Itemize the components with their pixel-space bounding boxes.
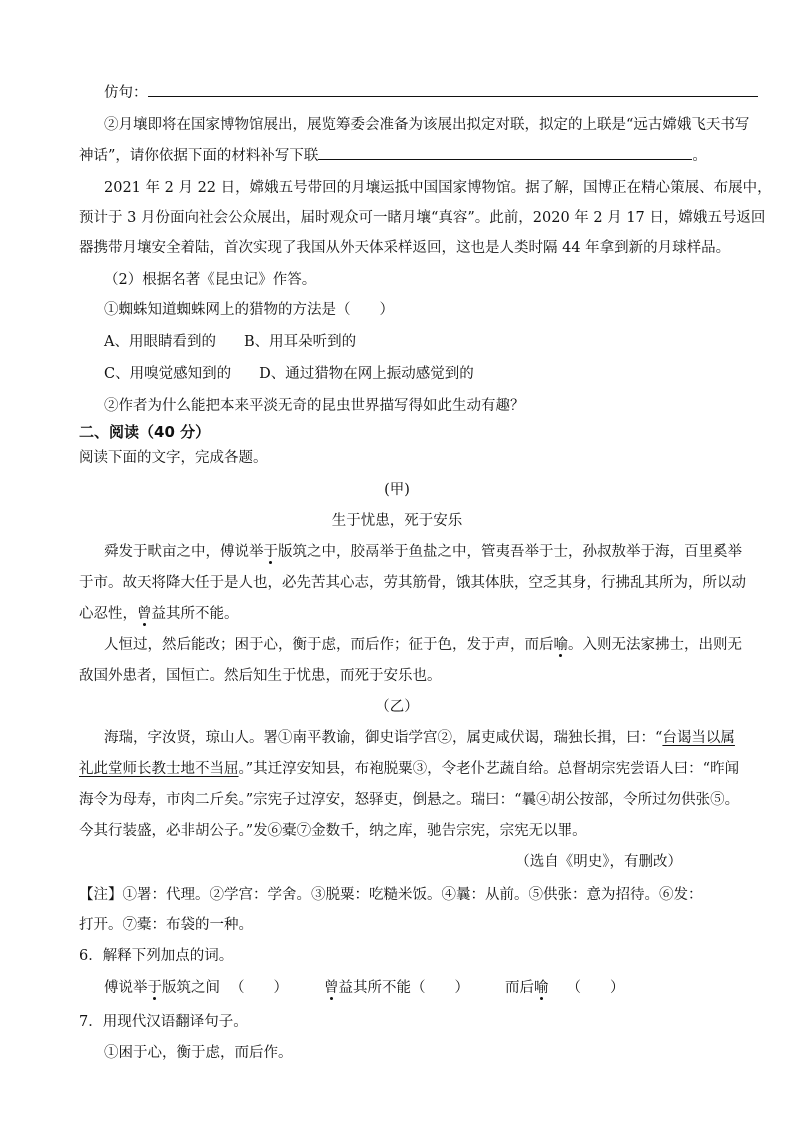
passage-yi-label: （乙）: [375, 699, 419, 715]
passage-jia-label: (甲): [384, 482, 410, 498]
yi-line4: 今其行装盛，必非胡公子。”发⑥橐⑦金数千，纳之库，驰告宗宪，宗宪无以罪。: [79, 823, 587, 839]
couplet-question-text: 神话”，请你依据下面的材料补写下联: [79, 148, 319, 164]
kunchong-q2: ②作者为什么能把本来平淡无奇的昆虫世界描写得如此生动有趣？: [104, 398, 525, 414]
material-line2: 预计于 3 月份面向社会公众展出，届时观众可一睹月壤“真容”。此前，2020 年 2 月 17 日，嫦娥五号返回: [79, 210, 766, 226]
dotted-word: 喻: [553, 637, 568, 653]
text-segment: 版筑之中，胶鬲举于鱼盐之中，管夷吾举于士，孙叔敖举于海，百里奚举: [278, 544, 742, 560]
material-line3: 器携带月壤安全着陆，首次实现了我国从外天体采样返回，这也是人类时隔 44 年拿到新的月球样品。: [79, 240, 731, 256]
option-a: A、用眼睛看到的: [104, 334, 216, 350]
passage-source: （选自《明史》，有删改）: [515, 854, 682, 870]
couplet-answer-blank[interactable]: [318, 145, 692, 160]
jia-p1-line3: [79, 604, 239, 624]
text-segment: 而后: [505, 980, 534, 996]
kunchong-options-cd: [104, 364, 474, 384]
couplet-question-line1: ②月壤即将在国家博物馆展出，展览筹委会准备为该展出拟定对联，拟定的上联是“远古嫦娥飞天书写: [104, 117, 750, 133]
yi-line3: 海令为母寿，市肉二斤矣。”宗宪子过淳安，怒驿吏，倒悬之。瑞曰：“曩④胡公按部，令所过勿供张⑤。: [79, 792, 740, 808]
section-instruction: 阅读下面的文字，完成各题。: [79, 450, 268, 466]
text-segment: 益其所不能。: [151, 606, 239, 622]
option-c: C、用嗅觉感知到的: [104, 366, 232, 382]
passage-jia-title: 生于忧患，死于安乐: [331, 513, 463, 529]
text-segment: 海瑞，字汝贤，琼山人。署①南平教谕，御史诣学宫②，属吏咸伏谒，瑞独长揖，曰：“: [104, 730, 663, 746]
text-segment: 心忍性，: [79, 606, 137, 622]
imitation-sentence-line: [104, 82, 758, 103]
yi-line1: [104, 728, 735, 748]
jia-p2-line1: [104, 635, 742, 655]
dotted-word: 曾: [324, 980, 339, 996]
couplet-period: 。: [692, 148, 707, 164]
option-d: D、通过猎物在网上振动感觉到的: [259, 366, 474, 382]
text-segment: 。”其迁淳安知县，布袍脱粟③，令老仆艺蔬自给。总督胡宗宪尝语人曰：“昨闻: [238, 761, 740, 777]
jia-p1-line1: [104, 542, 742, 562]
answer-paren-2[interactable]: （ ）: [411, 980, 469, 996]
dotted-word: 喻: [534, 980, 549, 996]
jia-p2-line2: 敌国外患者，国恒亡。然后知生于忧患，而死于安乐也。: [79, 668, 442, 684]
notes-line2: 打开。⑦橐：布袋的一种。: [79, 917, 253, 933]
text-segment: 傅说举: [104, 980, 148, 996]
jia-p1-line2: 于市。故天将降大任于是人也，必先苦其心志，劳其筋骨，饿其体肤，空乏其身，行拂乱其所为，所以动: [79, 575, 746, 591]
kunchong-q1: ①蜘蛛知道蜘蛛网上的猎物的方法是（ ）: [104, 302, 394, 318]
imitation-label: 仿句：: [104, 85, 148, 101]
option-b: B、用耳朵听到的: [243, 334, 357, 350]
q7-stem: 7．用现代汉语翻译句子。: [79, 1014, 248, 1030]
text-segment: 版筑之间: [162, 980, 220, 996]
text-segment: 人恒过，然后能改；困于心，衡于虑，而后作；征于色，发于声，而后: [104, 637, 554, 653]
kunchong-intro: （2）根据名著《昆虫记》作答。: [104, 272, 317, 288]
kunchong-options-ab: [104, 332, 356, 352]
imitation-answer-blank[interactable]: [148, 82, 758, 97]
answer-paren-3[interactable]: （ ）: [566, 980, 625, 996]
dotted-word: 于: [263, 544, 278, 560]
notes-line1: 【注】①署：代理。②学宫：学舍。③脱粟：吃糙米饭。④曩：从前。⑤供张：意为招待。⑥发：: [79, 887, 703, 903]
section-heading: 二、阅读（40 分）: [79, 423, 211, 441]
text-segment: 益其所不能: [338, 980, 411, 996]
q7-sentence1: ①困于心，衡于虑，而后作。: [104, 1045, 293, 1061]
answer-paren-1[interactable]: （ ）: [230, 980, 288, 996]
q6-words: [104, 978, 625, 998]
material-line1: 2021 年 2 月 22 日，嫦娥五号带回的月壤运抵中国国家博物馆。据了解，国博正在精心策展、布展中，: [104, 180, 772, 196]
q6-stem: 6．解释下列加点的词。: [79, 948, 234, 964]
underlined-text: 礼此堂师长教士地不当屈: [79, 761, 239, 777]
dotted-word: 曾: [137, 606, 152, 622]
yi-line2: [79, 759, 739, 779]
text-segment: 。入则无法家拂士，出则无: [568, 637, 742, 653]
couplet-question-line2: [79, 145, 707, 166]
text-segment: 舜发于畎亩之中，傅说举: [104, 544, 264, 560]
underlined-text: 台谒当以属: [662, 730, 735, 746]
dotted-word: 于: [147, 980, 162, 996]
